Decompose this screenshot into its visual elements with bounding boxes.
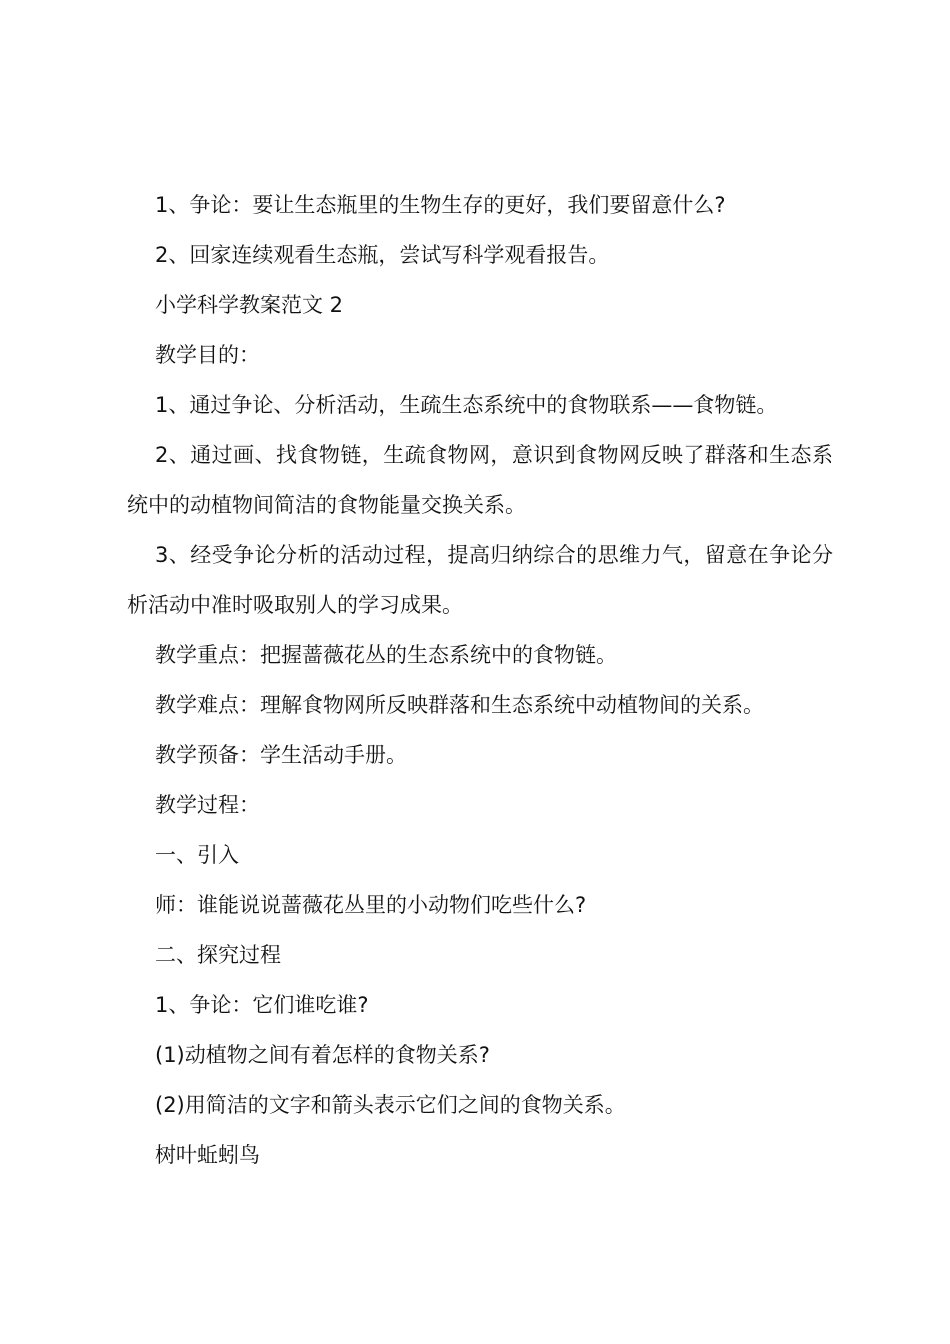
heading-exploration: 二、探究过程	[155, 943, 281, 967]
heading-introduction: 一、引入	[155, 843, 239, 867]
teacher-question: 师：谁能说说蔷薇花丛里的小动物们吃些什么?	[155, 893, 587, 917]
heading-teaching-process: 教学过程：	[155, 793, 260, 817]
document-body	[127, 180, 833, 1180]
teaching-preparation: 教学预备：学生活动手册。	[155, 743, 407, 767]
sub-question-2: (2)用简洁的文字和箭头表示它们之间的食物关系。	[155, 1093, 626, 1117]
teaching-key-point: 教学重点：把握蔷薇花丛的生态系统中的食物链。	[155, 643, 617, 667]
goal-3: 3、经受争论分析的活动过程，提高归纳综合的思维力气，留意在争论分析活动中准时吸取别人的学习成果。	[127, 543, 833, 617]
sub-question-1: (1)动植物之间有着怎样的食物关系?	[155, 1043, 490, 1067]
goal-1: 1、通过争论、分析活动，生疏生态系统中的食物联系——食物链。	[155, 393, 778, 417]
paragraph-discussion-question: 1、争论：要让生态瓶里的生物生存的更好，我们要留意什么?	[155, 193, 726, 217]
section-title: 小学科学教案范文 2	[155, 293, 344, 317]
paragraph-homework: 2、回家连续观看生态瓶，尝试写科学观看报告。	[155, 243, 610, 267]
teaching-difficulty: 教学难点：理解食物网所反映群落和生态系统中动植物间的关系。	[155, 693, 764, 717]
food-chain-example: 树叶蚯蚓鸟	[155, 1143, 260, 1167]
heading-teaching-goals: 教学目的：	[155, 343, 260, 367]
discussion-step-1: 1、争论：它们谁吃谁?	[155, 993, 369, 1017]
goal-2: 2、通过画、找食物链，生疏食物网，意识到食物网反映了群落和生态系统中的动植物间简洁的食物能量交换关系。	[127, 443, 833, 517]
